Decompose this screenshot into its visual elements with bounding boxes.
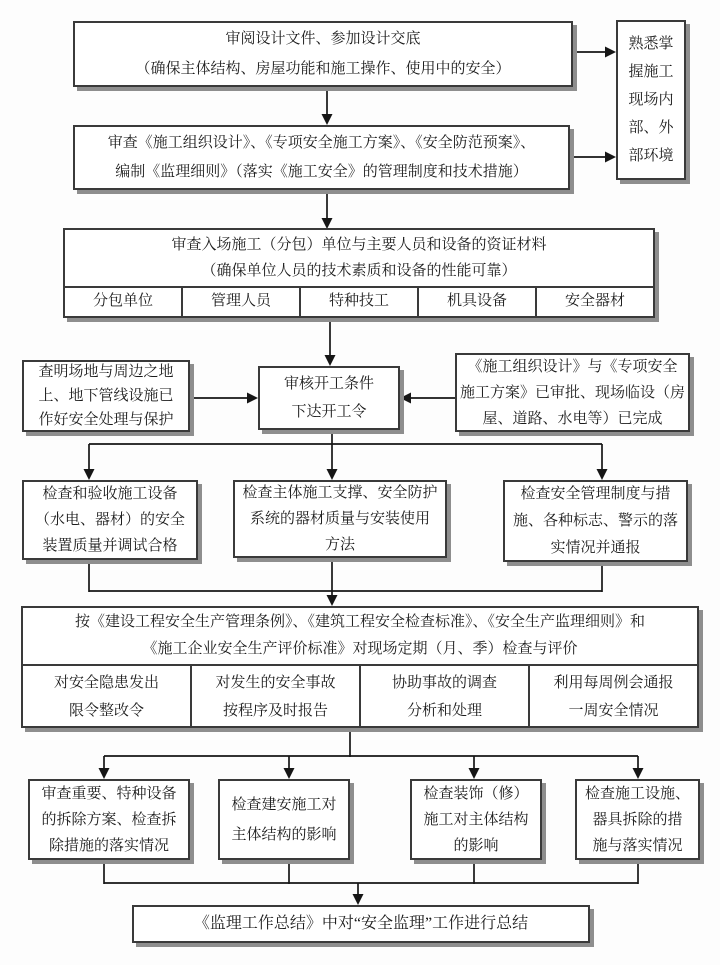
flow-box-check-rules: [503, 480, 688, 562]
periodic-check-cells: [23, 664, 697, 728]
box-line: 审查《施工组织设计》、《专项安全施工方案》、《安全防范预案》、: [107, 134, 536, 151]
flow-box-review-design: [73, 21, 573, 87]
box-line: 按程序及时报告: [222, 703, 328, 719]
periodic-check-cell: [359, 666, 528, 728]
entry-review-header: [65, 230, 653, 286]
periodic-check-cell: [528, 666, 697, 728]
box-line: 《施工组织设计》与《专项安全: [467, 358, 678, 375]
box-line: 下达开工令: [291, 404, 367, 420]
flow-box-check-support: [233, 480, 447, 558]
flow-box-periodic-check: [21, 606, 699, 728]
box-line: （确保单位人员的技术素质和设备的性能可靠）: [201, 263, 517, 279]
box-line: 器具拆除的措: [592, 811, 683, 828]
box-line: 方法: [324, 537, 355, 553]
flow-box-site-pipelines: [22, 360, 190, 432]
flow-box-demolition-review: [28, 779, 190, 860]
box-line: 握施工: [628, 64, 674, 80]
flow-box-facility-removal: [575, 779, 700, 860]
box-line: 对发生的安全事故: [215, 675, 336, 691]
box-line: （水电、器材）的安全: [34, 512, 185, 528]
box-line: 《施工企业安全生产评价标准》对现场定期（月、季）检查与评价: [142, 641, 578, 657]
box-line: 部、外: [628, 120, 674, 136]
flow-box-decoration-impact: [410, 779, 542, 860]
box-line: 一周安全情况: [568, 703, 659, 719]
box-line: 审核开工条件: [283, 376, 374, 392]
box-line: 施、各种标志、警示的落: [512, 512, 678, 529]
box-line: 除措施的落实情况: [48, 837, 169, 854]
box-line: 检查装饰（修）: [423, 785, 529, 802]
box-line: 按《建设工程安全生产管理条例》、《建筑工程安全检查标准》、《安全生产监理细则》和: [74, 614, 645, 630]
box-line: 作好安全处理与保护: [38, 412, 174, 428]
box-line: 利用每周例会通报: [553, 675, 674, 691]
flow-box-familiarize-site: [616, 20, 686, 180]
box-line: 上、地下管线设施已: [38, 388, 174, 404]
box-line: 检查施工设施、: [584, 785, 690, 802]
box-line: 《监理工作总结》中对“安全监理”工作进行总结: [193, 915, 529, 932]
flow-box-summary: [132, 905, 590, 943]
flow-box-entry-review: [63, 228, 655, 318]
box-line: 部环境: [628, 148, 674, 164]
entry-review-cell: 分包单位: [92, 293, 153, 310]
entry-review-cell: 管理人员: [181, 288, 299, 316]
flow-box-start-order: [258, 366, 400, 430]
periodic-check-header: [23, 608, 697, 664]
box-line: 检查主体施工支撑、安全防护: [242, 485, 438, 501]
box-line: 施与落实情况: [592, 837, 683, 854]
box-line: 装置质量并调试合格: [42, 538, 178, 554]
entry-review-cell: 机具设备: [417, 288, 535, 316]
entry-review-cell: 特种技工: [299, 288, 417, 316]
flow-box-review-plans: [73, 125, 570, 190]
box-line: 审查入场施工（分包）单位与主要人员和设备的资证材料: [171, 237, 547, 253]
flow-box-check-equipment: [22, 480, 198, 560]
box-line: 对安全隐患发出: [53, 675, 159, 691]
box-line: 屋、道路、水电等）已完成: [482, 410, 663, 427]
flow-box-plans-approved: [455, 353, 690, 432]
box-line: 分析和处理: [406, 703, 482, 719]
box-line: 实情况并通报: [550, 539, 641, 556]
box-line: 检查安全管理制度与措: [520, 485, 671, 502]
box-line: 检查和验收施工设备: [42, 486, 178, 502]
box-line: 施工对主体结构: [423, 811, 529, 828]
periodic-check-cell: [190, 666, 359, 728]
box-line: 查明场地与周边之地: [38, 364, 174, 380]
box-line: 熟悉掌: [628, 36, 674, 52]
entry-review-cell: 安全器材: [535, 288, 653, 316]
box-line: 审查重要、特种设备: [41, 785, 177, 802]
flow-box-construction-impact: [218, 779, 350, 860]
box-line: 检查建安施工对: [231, 796, 337, 813]
box-line: 的影响: [453, 837, 499, 854]
box-line: 主体结构的影响: [231, 826, 337, 843]
entry-review-cells: [65, 286, 653, 316]
box-line: 的拆除方案、检查拆: [41, 811, 177, 828]
box-line: 施工方案》已审批、现场临设（房: [459, 384, 685, 401]
box-line: （确保主体结构、房屋功能和施工操作、使用中的安全）: [135, 61, 511, 77]
box-line: 限令整改令: [68, 703, 144, 719]
box-line: 协助事故的调查: [391, 675, 497, 691]
box-line: 编制《监理细则》（落实《施工安全》的管理制度和技术措施）: [115, 163, 528, 180]
box-line: 现场内: [628, 92, 674, 108]
box-line: 系统的器材质量与安装使用: [249, 511, 430, 527]
periodic-check-cell: [23, 666, 190, 728]
box-line: 审阅设计文件、参加设计交底: [225, 31, 421, 47]
